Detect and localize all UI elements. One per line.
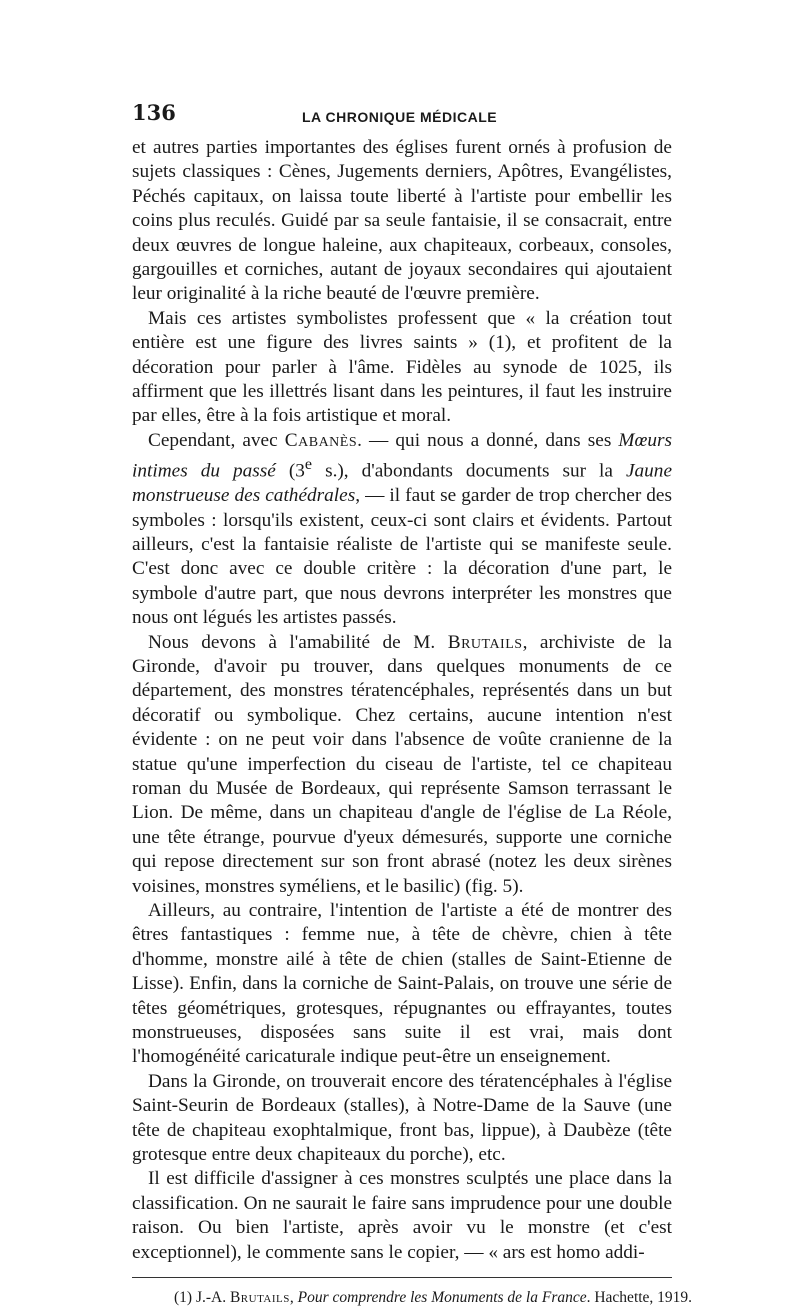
paragraph-4-text-b: , archiviste de la Gironde, d'avoir pu trouver, dans quelques monuments de ce département, des monstres tératencéphales, représentés dans un but décoratif ou symbolique. Chez certains, aucune intention n'est évidente : on ne peut voir dans l'absence de voûte cranienne de la statue qu'une imperfection du ciseau de l'artiste, tel ce chapiteau roman du Musée de Bordeaux, qui représente Samson terrassant le Lion. De même, dans un chapiteau d'angle de l'église de La Réole, une tête étrange, pourvue d'yeux démesurés, supporte une corniche qui repose directement sur son front abrasé (notez les deux sirènes voisines, monstres syméliens, et le basilic) (fig. 5). [132, 631, 672, 897]
paragraph-2: Mais ces artistes symbolistes professent que « la création tout entière est une figure des livres saints » (1), et profitent de la décoration pour parler à l'âme. Fidèles au synode de 1025, ils affirment que les illettrés lisant dans les peintures, il faut les instruire par elles, être à la fois artistique et moral. [132, 307, 672, 427]
footnote-author: Brutails [229, 1289, 290, 1307]
author-cabanes: Cabanès [284, 429, 358, 451]
paragraph-7: Il est difficile d'assigner à ces monstres sculptés une place dans la classification. On ne saurait le faire sans imprudence pour une double raison. Ou bien l'artiste, après avoir vu le monstre (et c'est exceptionnel), le commente sans le copier, — « ars est homo addi- [132, 1168, 672, 1263]
paragraph-3-text-e: , — il faut se garder de trop chercher des symboles : lorsqu'ils existent, ceux-ci sont clairs et évidents. Partout ailleurs, c'est la fantaisie réaliste de l'artiste qui se manifeste seule. C'est donc avec ce double critère : la décoration d'une part, le symbole d'autre part, que nous devrons interpréter les monstres que nous ont légués les artistes passés. [132, 485, 672, 629]
footnote-title: Pour comprendre les Monuments de la France [297, 1289, 587, 1307]
century-superscript: e [304, 456, 313, 474]
paragraph-3-text-b: . — qui nous a donné, dans ses [357, 429, 619, 451]
page-header [132, 100, 672, 136]
page-number: 136 [132, 100, 176, 125]
paragraph-3 [132, 429, 672, 631]
book-title-moeurs: Mœurs intimes du passé [132, 429, 672, 482]
footnote-separator: , [289, 1289, 298, 1307]
paragraph-4 [132, 631, 672, 899]
paragraph-5: Ailleurs, au contraire, l'intention de l'artiste a été de montrer des êtres fantastiques : femme nue, à tête de chèvre, chien à tête d'homme, monstre ailé à tête de chien (stalles de Saint-Etienne de Lisse). Enfin, dans la corniche de Saint-Palais, on trouve une série de têtes géométriques, grotesques, répugnantes ou effrayantes, toutes monstrueuses, disposées sans suite il est vrai, mais dont l'homogénéité caricaturale indique peut-être un enseignement. [132, 900, 672, 1068]
footnote [132, 1288, 693, 1308]
page [132, 100, 693, 1308]
paragraph-3-text-d: s.), d'abondants documents sur la [312, 460, 626, 482]
footnote-publisher: . Hachette, 1919. [586, 1289, 693, 1307]
running-title: LA CHRONIQUE MÉDICALE [302, 109, 498, 125]
author-brutails: Brutails [447, 631, 523, 653]
footnote-marker: (1) J.-A. [174, 1289, 230, 1307]
footnote-divider [132, 1277, 672, 1278]
book-title-jaune: Jaune monstrueuse des cathédrales [132, 460, 673, 507]
paragraph-6: Dans la Gironde, on trouverait encore des tératencéphales à l'église Saint-Seurin de Bordeaux (stalles), à Notre-Dame de la Sauve (une tête de chapiteau exophtalmique, front bas, lippue), à Daubèze (tête grotesque entre deux chapiteaux du porche), etc. [132, 1070, 672, 1166]
paragraph-3-text-c: (3 [275, 460, 305, 482]
paragraph-3-text-a: Cependant, avec [148, 429, 285, 451]
paragraph-1: et autres parties importantes des églises furent ornés à profusion de sujets classiques : Cènes, Jugements derniers, Apôtres, Evangélistes, Péchés capitaux, on laissa toute liberté à l'artiste pour embellir les coins plus reculés. Guidé par sa seule fantaisie, il se consacrait, entre deux œuvres de longue haleine, aux chapiteaux, corbeaux, consoles, gargouilles et corniches, autant de joyaux secondaires qui ajoutaient leur originalité à la riche beauté de l'œuvre première. [132, 137, 672, 305]
paragraph-4-text-a: Nous devons à l'amabilité de M. [148, 631, 448, 653]
body-text [132, 136, 672, 1265]
